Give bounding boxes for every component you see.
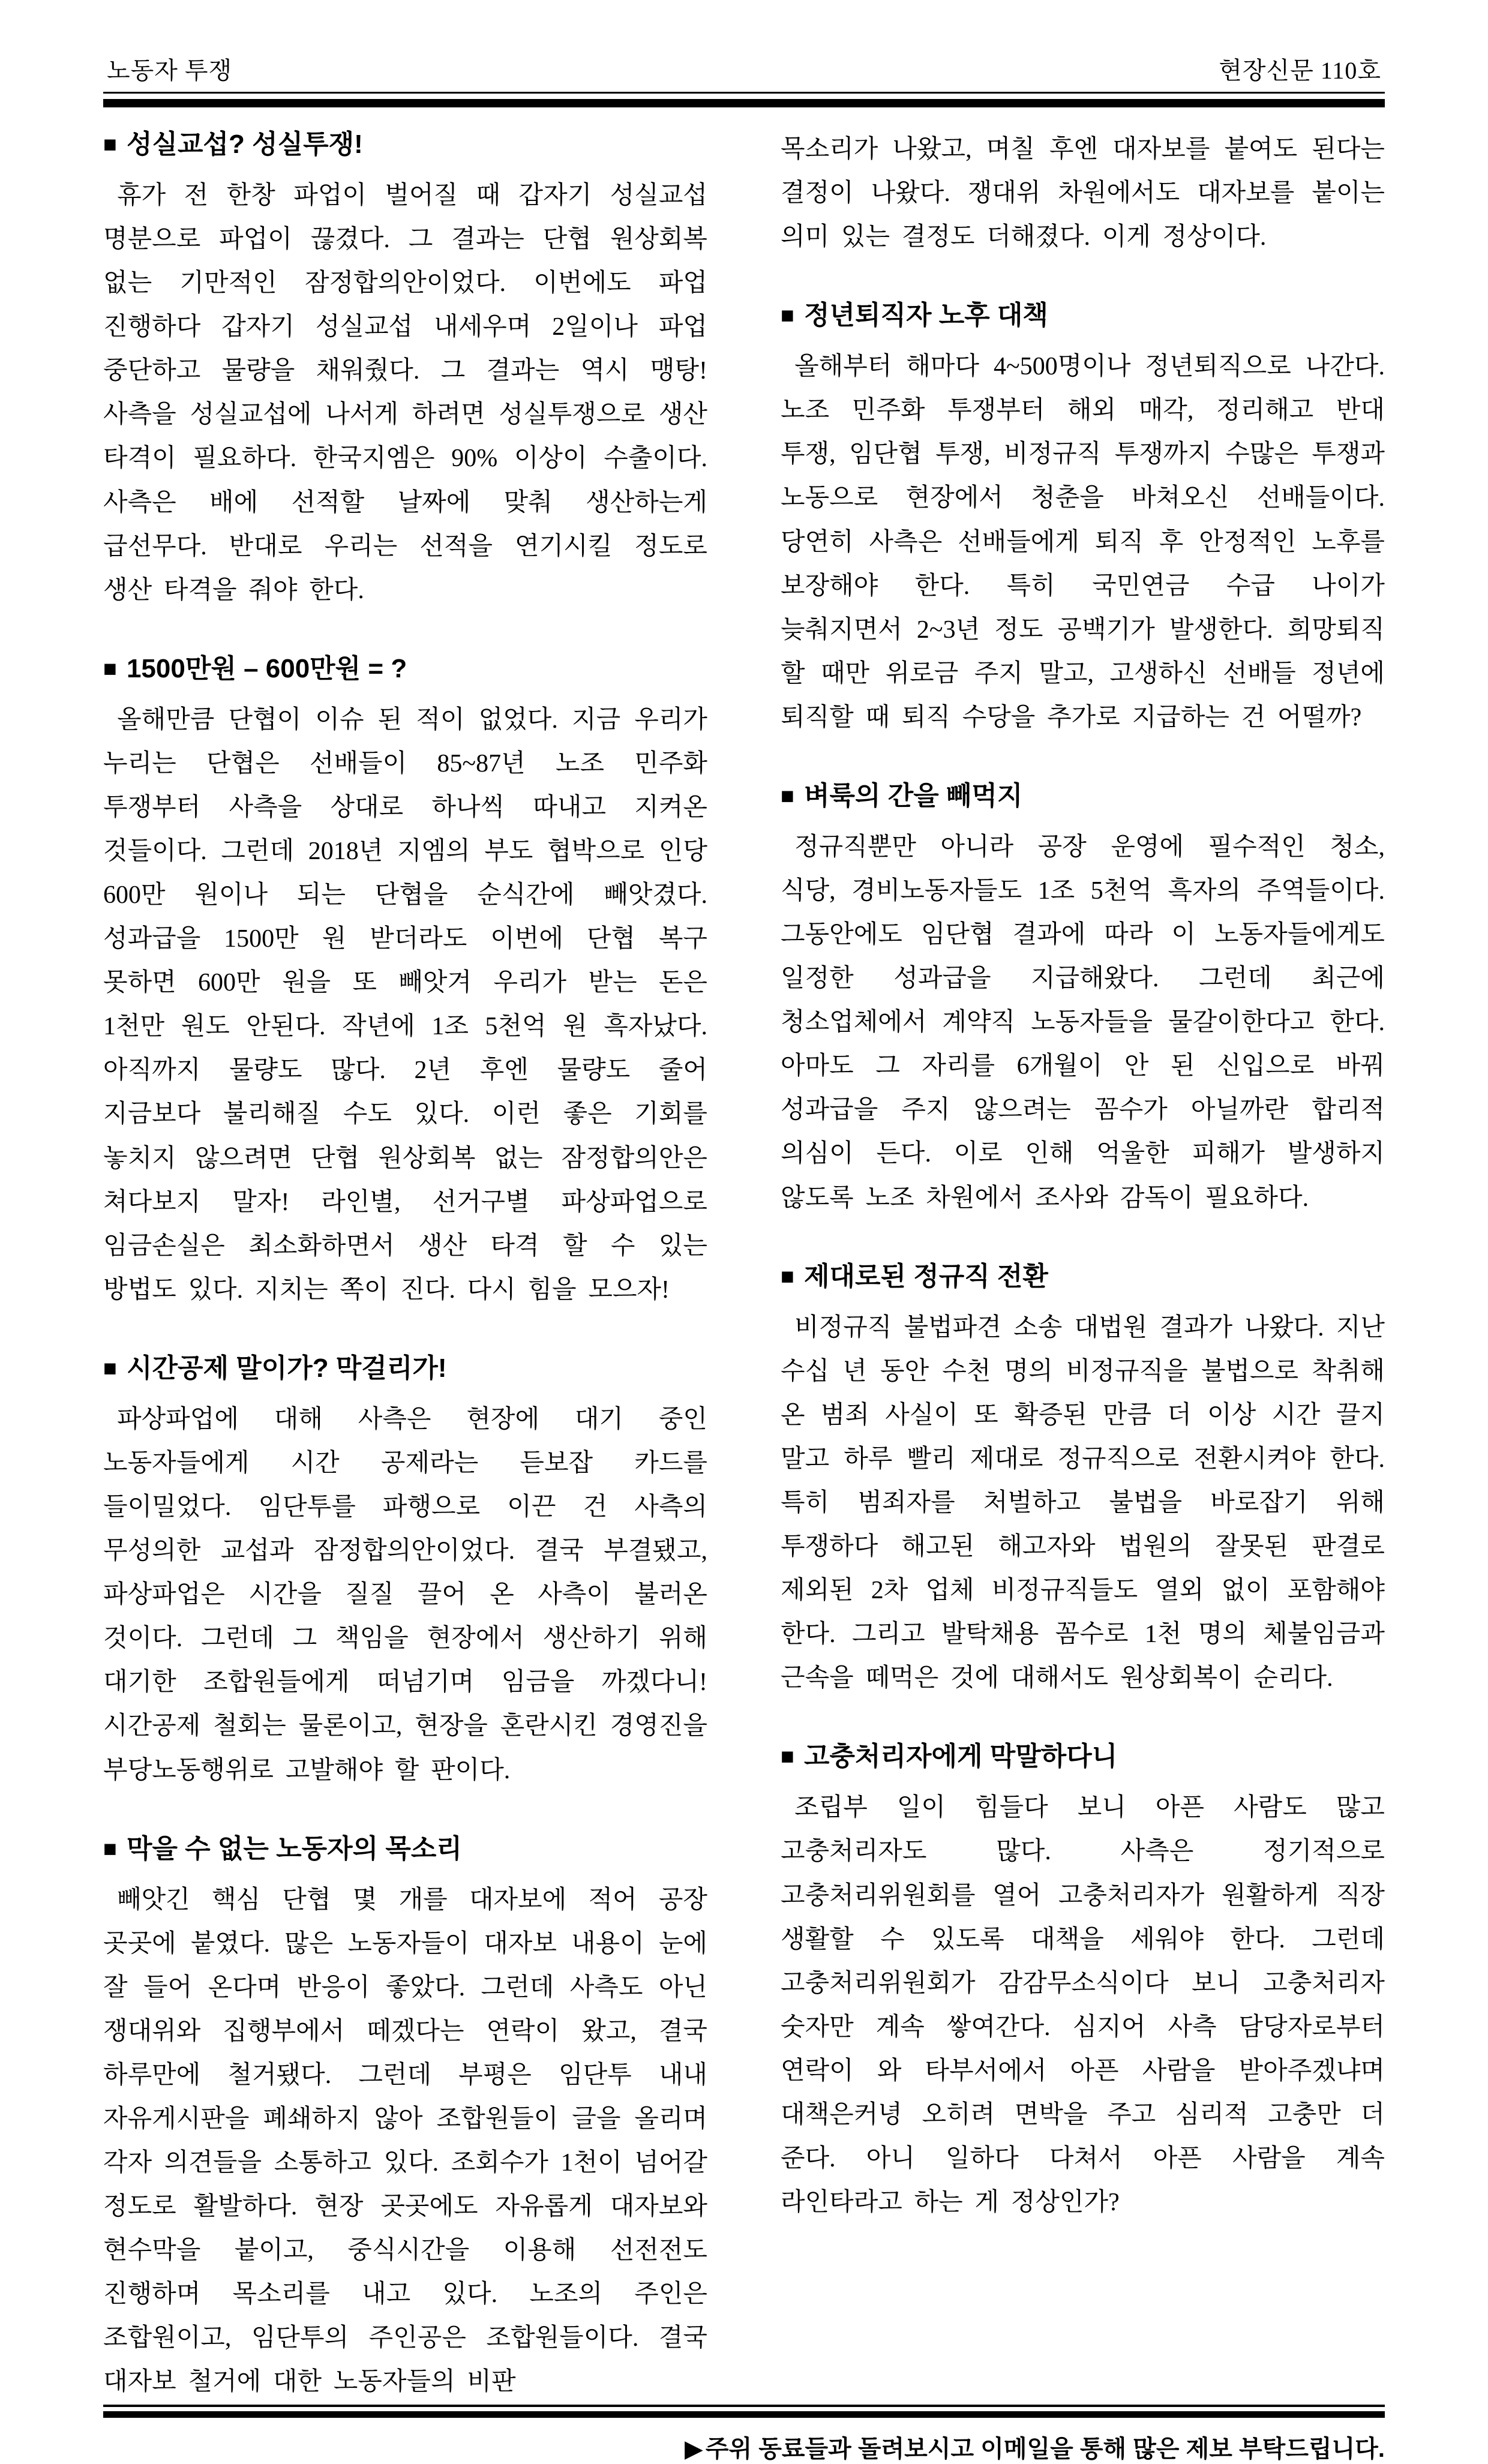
section-flea-liver <box>781 779 1385 1220</box>
section-bullet-icon: ■ <box>781 303 794 329</box>
section-bullet-icon: ■ <box>103 1355 117 1381</box>
section-title <box>781 779 1385 812</box>
section-sincere-bargaining <box>103 128 707 613</box>
section-title <box>103 128 707 161</box>
section-body: 정규직뿐만 아니라 공장 운영에 필수적인 청소, 식당, 경비노동자들도 1조 5천억 흑자의 주역들이다. 그동안에도 임단협 결과에 따라 이 노동자들에게도 일정한 성과급을 지급해왔다. 그런데 최근에 청소업체에서 계약직 노동자들을 물갈이한다고 한다. 아마도 그 자리를 6개월이 안 된 신입으로 바꿔 성과급을 주지 않으려는 꼼수가 아닐까란 합리적 의심이 든다. 이로 인해 억울한 피해가 발생하지 않도록 노조 차원에서 조사와 감독이 필요하다. <box>781 833 1385 1212</box>
section-title <box>103 652 707 685</box>
section-title-text: 막을 수 없는 노동자의 목소리 <box>126 1833 462 1863</box>
left-column <box>103 128 707 2405</box>
section-body: 비정규직 불법파견 소송 대법원 결과가 나왔다. 지난 수십 년 동안 수천 명의 비정규직을 불법으로 착취해 온 범죄 사실이 또 확증된 만큼 더 이상 시간 끌지 말고 하루 빨리 제대로 정규직으로 전환시켜야 한다. 특히 범죄자를 처벌하고 불법을 바로잡기 위해 투쟁하다 해고된 해고자와 법원의 잘못된 판결로 제외된 2차 업체 비정규직들도 열외 없이 포함해야 한다. 그리고 발탁채용 꼼수로 1천 명의 체불임금과 근속을 떼먹은 것에 대해서도 원상회복이 순리다. <box>781 1313 1385 1692</box>
section-title <box>781 299 1385 332</box>
section-bullet-icon: ■ <box>103 132 117 157</box>
section-title-text: 시간공제 말이가? 막걸리가! <box>126 1353 447 1383</box>
section-body: 올해부터 해마다 4~500명이나 정년퇴직으로 나간다. 노조 민주화 투쟁부터 해외 매각, 정리해고 반대 투쟁, 임단협 투쟁, 비정규직 투쟁까지 수많은 투쟁과 노동으로 현장에서 청춘을 바쳐오신 선배들이다. 당연히 사측은 선배들에게 퇴직 후 안정적인 노후를 보장해야 한다. 특히 국민연금 수급 나이가 늦춰지면서 2~3년 정도 공백기가 발생한다. 희망퇴직 할 때만 위로금 주지 말고, 고생하신 선배들 정년에 퇴직할 때 퇴직 수당을 추가로 지급하는 건 어떨까? <box>781 353 1385 731</box>
masthead-title: 노동자 투쟁 <box>107 57 233 84</box>
section-title <box>103 1352 707 1385</box>
masthead-row <box>103 52 1385 94</box>
arrow-right-icon: ▶ <box>685 2435 703 2462</box>
header-thick-rule <box>103 99 1385 107</box>
footer-note <box>103 2430 1385 2464</box>
section-title-text: 정년퇴직자 노후 대책 <box>803 301 1048 331</box>
continuation-paragraph: 목소리가 나왔고, 며칠 후엔 대자보를 붙여도 된다는 결정이 나왔다. 쟁대위 차원에서도 대자보를 붙이는 의미 있는 결정도 더해졌다. 이게 정상이다. <box>781 136 1385 251</box>
page-header <box>103 52 1385 107</box>
section-workers-voice <box>103 1832 707 2405</box>
section-body: 파상파업에 대해 사측은 현장에 대기 중인 노동자들에게 시간 공제라는 듣보잡 카드를 들이밀었다. 임단투를 파행으로 이끈 건 사측의 무성의한 교섭과 잠정합의안이었다. 결국 부결됐고, 파상파업은 시간을 질질 끌어 온 사측이 불러온 것이다. 그런데 그 책임을 현장에서 생산하기 위해 대기한 조합원들에게 떠넘기며 임금을 까겠다니! 시간공제 철회는 물론이고, 현장을 혼란시킨 경영진을 부당노동행위로 고발해야 할 판이다. <box>103 1405 707 1784</box>
section-title-text: 성실교섭? 성실투쟁! <box>126 130 363 159</box>
right-column <box>781 128 1385 2405</box>
section-bullet-icon: ■ <box>103 1836 117 1862</box>
section-body: 빼앗긴 핵심 단협 몇 개를 대자보에 적어 공장 곳곳에 붙였다. 많은 노동자들이 대자보 내용이 눈에 잘 들어 온다며 반응이 좋았다. 그런데 사측도 아닌 쟁대위와 집행부에서 떼겠다는 연락이 왔고, 결국 하루만에 철거됐다. 그런데 부평은 임단투 내내 자유게시판을 폐쇄하지 않아 조합원들이 글을 올리며 각자 의견들을 소통하고 있다. 조회수가 1천이 넘어갈 정도로 활발하다. 현장 곳곳에도 자유롭게 대자보와 현수막을 붙이고, 중식시간을 이용해 선전전도 진행하며 목소리를 내고 있다. 노조의 주인은 조합원이고, 임단투의 주인공은 조합원들이다. 결국 대자보 철거에 대한 노동자들의 비판 <box>103 1886 707 2396</box>
section-title-text: 고충처리자에게 막말하다니 <box>803 1742 1118 1772</box>
section-grievance-handler <box>781 1740 1385 2225</box>
section-body: 올해만큼 단협이 이슈 된 적이 없었다. 지금 우리가 누리는 단협은 선배들이 85~87년 노조 민주화 투쟁부터 사측을 상대로 하나씩 따내고 지켜온 것들이다. 그런데 2018년 지엠의 부도 협박으로 인당 600만 원이나 되는 단협을 순식간에 빼앗겼다. 성과급을 1500만 원 받더라도 이번에 단협 복구 못하면 600만 원을 또 빼앗겨 우리가 받는 돈은 1천만 원도 안된다. 작년에 1조 5천억 원 흑자났다. 아직까지 물량도 많다. 2년 후엔 물량도 줄어 지금보다 불리해질 수도 있다. 이런 좋은 기회를 놓치지 않으려면 단협 원상회복 없는 잠정합의안은 쳐다보지 말자! 라인별, 선거구별 파상파업으로 임금손실은 최소화하면서 생산 타격 할 수 있는 방법도 있다. 지치는 쪽이 진다. 다시 힘을 모으자! <box>103 706 707 1304</box>
footer-thin-rule <box>103 2405 1385 2407</box>
section-retirement-plan <box>781 299 1385 740</box>
section-title-text: 벼룩의 간을 빼먹지 <box>803 781 1023 811</box>
footer-thick-rule <box>103 2411 1385 2418</box>
section-title-text: 1500만원 – 600만원 = ? <box>126 653 407 683</box>
section-time-deduction <box>103 1352 707 1793</box>
section-title <box>781 1260 1385 1293</box>
section-title <box>103 1832 707 1865</box>
section-bullet-icon: ■ <box>103 656 117 682</box>
issue-number: 현장신문 110호 <box>1219 57 1381 84</box>
section-title-text: 제대로된 정규직 전환 <box>803 1261 1048 1291</box>
section-1500-600 <box>103 652 707 1312</box>
section-body: 휴가 전 한창 파업이 벌어질 때 갑자기 성실교섭 명분으로 파업이 끊겼다. 그 결과는 단협 원상회복 없는 기만적인 잠정합의안이었다. 이번에도 파업 진행하다 갑자기 성실교섭 내세우며 2일이나 파업 중단하고 물량을 채워줬다. 그 결과는 역시 맹탕! 사측을 성실교섭에 나서게 하려면 성실투쟁으로 생산 타격이 필요하다. 한국지엠은 90% 이상이 수출이다. 사측은 배에 선적할 날짜에 맞춰 생산하는게 급선무다. 반대로 우리는 선적을 연기시킬 정도로 생산 타격을 줘야 한다. <box>103 182 707 604</box>
page-footer <box>103 2405 1385 2464</box>
article-columns <box>103 128 1385 2405</box>
section-bullet-icon: ■ <box>781 783 794 809</box>
section-body: 조립부 일이 힘들다 보니 아픈 사람도 많고 고충처리자도 많다. 사측은 정기적으로 고충처리위원회를 열어 고충처리자가 원활하게 직장 생활할 수 있도록 대책을 세워야 한다. 그런데 고충처리위원회가 감감무소식이다 보니 고충처리자 숫자만 계속 쌓여간다. 심지어 사측 담당자로부터 연락이 와 타부서에서 아픈 사람을 받아주겠냐며 대책은커녕 오히려 면박을 주고 심리적 고충만 더 준다. 아니 일하다 다쳐서 아픈 사람을 계속 라인타라고 하는 게 정상인가? <box>781 1794 1385 2217</box>
section-bullet-icon: ■ <box>781 1744 794 1770</box>
section-title <box>781 1740 1385 1773</box>
section-regular-conversion <box>781 1260 1385 1701</box>
section-bullet-icon: ■ <box>781 1263 794 1289</box>
footer-note-text: 주위 동료들과 돌려보시고 이메일을 통해 많은 제보 부탁드립니다. <box>705 2435 1385 2462</box>
